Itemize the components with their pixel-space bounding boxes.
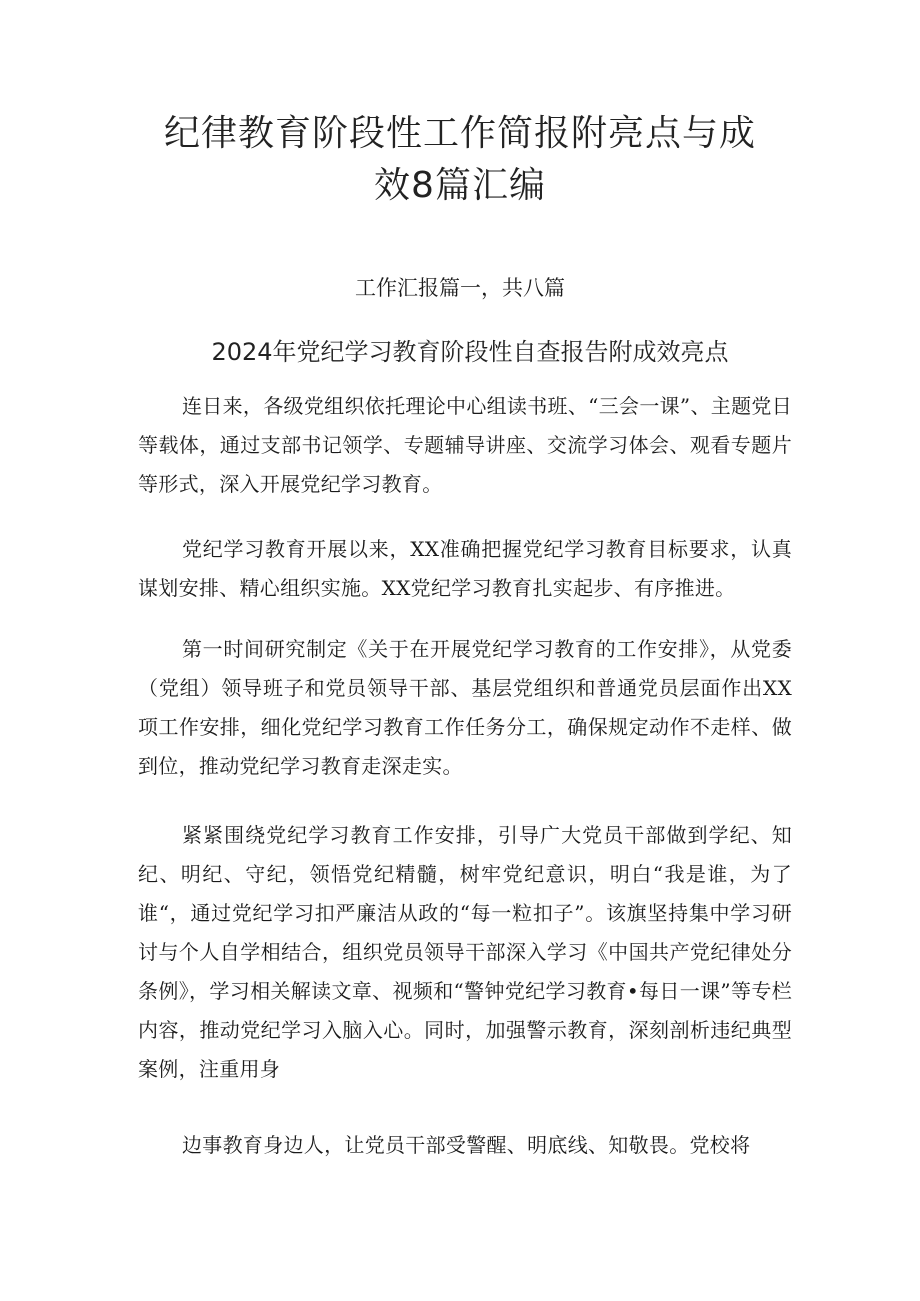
paragraph-2: 党纪学习教育开展以来，XX准确把握党纪学习教育目标要求，认真谋划安排、精心组织实施。XX党纪学习教育扎实起步、有序推进。 [138,537,792,600]
document-title: 纪律教育阶段性工作简报附亮点与成效8篇汇编 [163,113,756,206]
article-title: 2024年党纪学习教育阶段性自查报告附成效亮点 [211,338,729,366]
paragraph-4: 紧紧围绕党纪学习教育工作安排，引导广大党员干部做到学纪、知纪、明纪、守纪，领悟党纪精髓，树牢党纪意识，明白“我是谁，为了谁“，通过党纪学习扣严廉洁从政的“每一粒扣子”。该旗坚持集中学习研讨与个人自学相结合，组织党员领导干部深入学习《中国共产党纪律处分条例》，学习相关解读文章、视频和“警钟党纪学习教育•每日一课”等专栏内容，推动党纪学习入脑入心。同时，加强警示教育，深刻剖析违纪典型案例，注重用身 [138,823,792,1081]
paragraph-3: 第一时间研究制定《关于在开展党纪学习教育的工作安排》，从党委（党组）领导班子和党员领导干部、基层党组织和普通党员层面作出XX项工作安排，细化党纪学习教育工作任务分工，确保规定动作不走样、做到位，推动党纪学习教育走深走实。 [138,637,792,778]
section-label: 工作汇报篇一，共八篇 [355,276,565,300]
paragraph-1: 连日来，各级党组织依托理论中心组读书班、“三会一课”、主题党日等载体，通过支部书记领学、专题辅导讲座、交流学习体会、观看专题片等形式，深入开展党纪学习教育。 [138,394,792,496]
paragraph-5: 边事教育身边人，让党员干部受警醒、明底线、知敬畏。党校将 [182,1133,751,1157]
